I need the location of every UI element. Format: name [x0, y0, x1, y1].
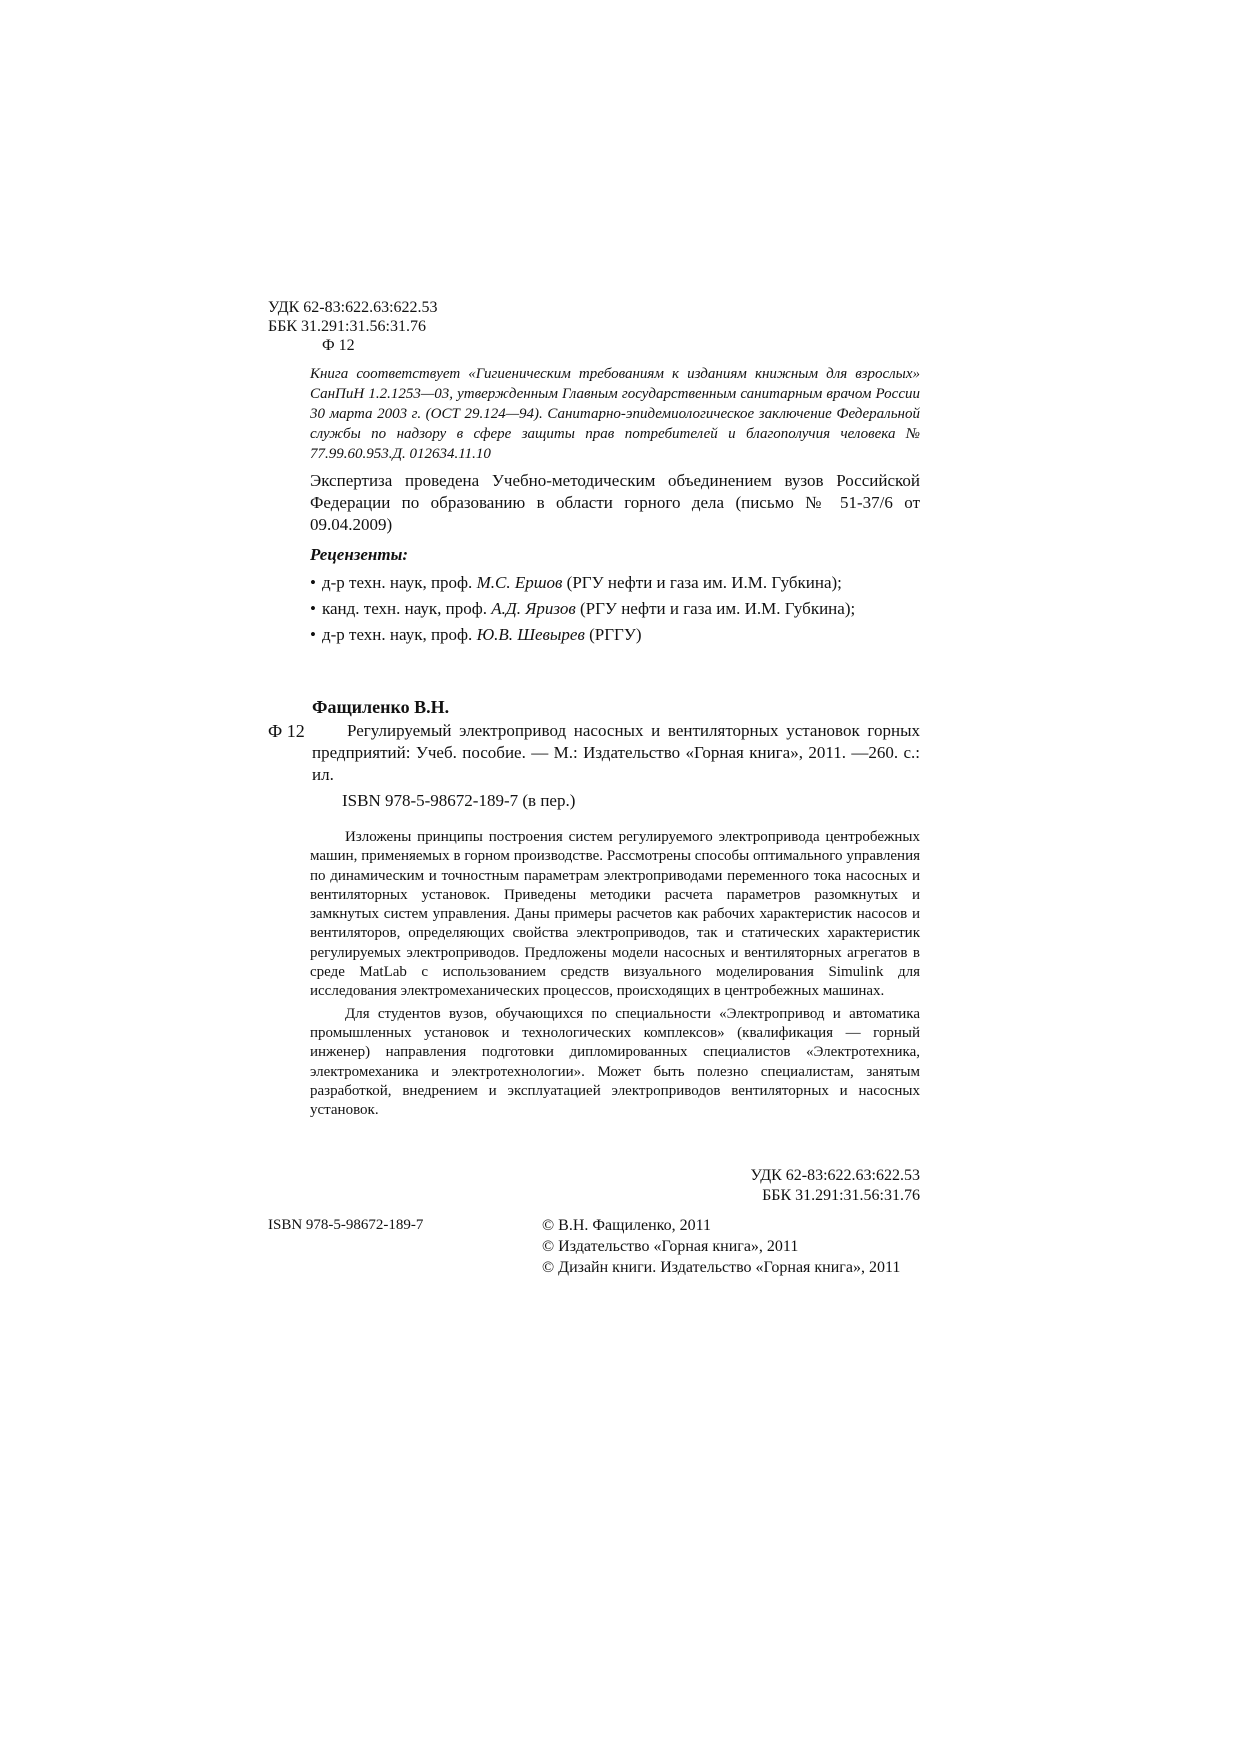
reviewer-name: А.Д. Яризов	[491, 599, 576, 618]
reviewer-degree: д-р техн. наук, проф.	[322, 573, 473, 592]
reviewer-name: М.С. Ершов	[476, 573, 563, 592]
reviewers-list	[310, 572, 855, 650]
classification-right	[750, 1166, 920, 1206]
copyright-line: © Издательство «Горная книга», 2011	[542, 1238, 799, 1255]
annotation	[310, 828, 920, 1120]
copyright-line: © Дизайн книги. Издательство «Горная книга», 2011	[542, 1259, 901, 1276]
footer-isbn: ISBN 978-5-98672-189-7	[268, 1217, 424, 1233]
copyright-block	[542, 1215, 922, 1278]
card-index: Ф 12	[268, 721, 305, 741]
card-description: Регулируемый электропривод насосных и вентиляторных установок горных предприятий: Учеб. пособие. — М.: Издательство «Горная книга», 2011. —260. с.: ил.	[312, 721, 920, 784]
hygiene-note: Книга соответствует «Гигиеническим требованиям к изданиям книжным для взрослых» СанПиН 1.2.1253—03, утвержденным Главным государственным санитарным врачом России 30 марта 2003 г. (ОСТ 29.124—94). Санитарно-эпидемиологическое заключение Федеральной службы по надзору в сфере защиты прав потребителей и благополучия человека № 77.99.60.953.Д. 012634.11.10	[310, 366, 920, 462]
reviewer-name: Ю.В. Шевырев	[476, 625, 585, 644]
reviewer-affiliation: (РГГУ)	[589, 625, 642, 644]
udk-code-right: УДК 62-83:622.63:622.53	[750, 1167, 920, 1184]
expertise-note: Экспертиза проведена Учебно-методическим объединением вузов Российской Федерации по образованию в области горного дела (письмо № 51-37/6 от 09.04.2009)	[310, 471, 920, 534]
card-author: Фащиленко В.Н.	[312, 697, 450, 717]
list-item	[310, 624, 855, 646]
classification-block	[268, 298, 438, 355]
card-isbn: ISBN 978-5-98672-189-7 (в пер.)	[342, 791, 576, 810]
bullet-icon: •	[310, 625, 316, 644]
reviewer-affiliation: (РГУ нефти и газа им. И.М. Губкина);	[566, 573, 842, 592]
reviewer-degree: д-р техн. наук, проф.	[322, 625, 473, 644]
annotation-paragraph: Изложены принципы построения систем регулируемого электропривода центробежных машин, применяемых в горном производстве. Рассмотрены способы оптимального управления по динамическим и точностным параметрам электроприводами переменного тока насосных и вентиляторных установок. Приведены методики расчета параметров разомкнутых и замкнутых систем управления. Даны примеры расчетов как рабочих характеристик насосов и вентиляторов, определяющих свойства электроприводов, так и статических характеристик регулируемых электроприводов. Предложены модели насосных и вентиляторных агрегатов в среде MatLab с использованием средств визуального моделирования Simulink для исследования электромеханических процессов, происходящих в центробежных машинах.	[310, 829, 920, 1000]
reviewer-affiliation: (РГУ нефти и газа им. И.М. Губкина);	[579, 599, 856, 618]
reviewer-degree: канд. техн. наук, проф.	[322, 599, 488, 618]
udk-code: УДК 62-83:622.63:622.53	[268, 299, 438, 316]
list-item	[310, 572, 855, 594]
bbk-code: ББК 31.291:31.56:31.76	[268, 318, 426, 335]
bullet-icon: •	[310, 573, 316, 592]
annotation-paragraph: Для студентов вузов, обучающихся по специальности «Электропривод и автоматика промышленных установок и технологических комплексов» (квалификация — горный инженер) направления подготовки дипломированных специалистов «Электротехника, электромеханика и электротехнологии». Может быть полезно специалистам, занятым разработкой, внедрением и эксплуатацией электроприводов вентиляторных и насосных установок.	[310, 1005, 920, 1119]
shelf-code: Ф 12	[322, 337, 355, 354]
copyright-line: © В.Н. Фащиленко, 2011	[542, 1217, 712, 1234]
reviewers-title: Рецензенты:	[310, 545, 409, 564]
list-item	[310, 598, 855, 620]
bullet-icon: •	[310, 599, 316, 618]
bbk-code-right: ББК 31.291:31.56:31.76	[762, 1187, 920, 1204]
